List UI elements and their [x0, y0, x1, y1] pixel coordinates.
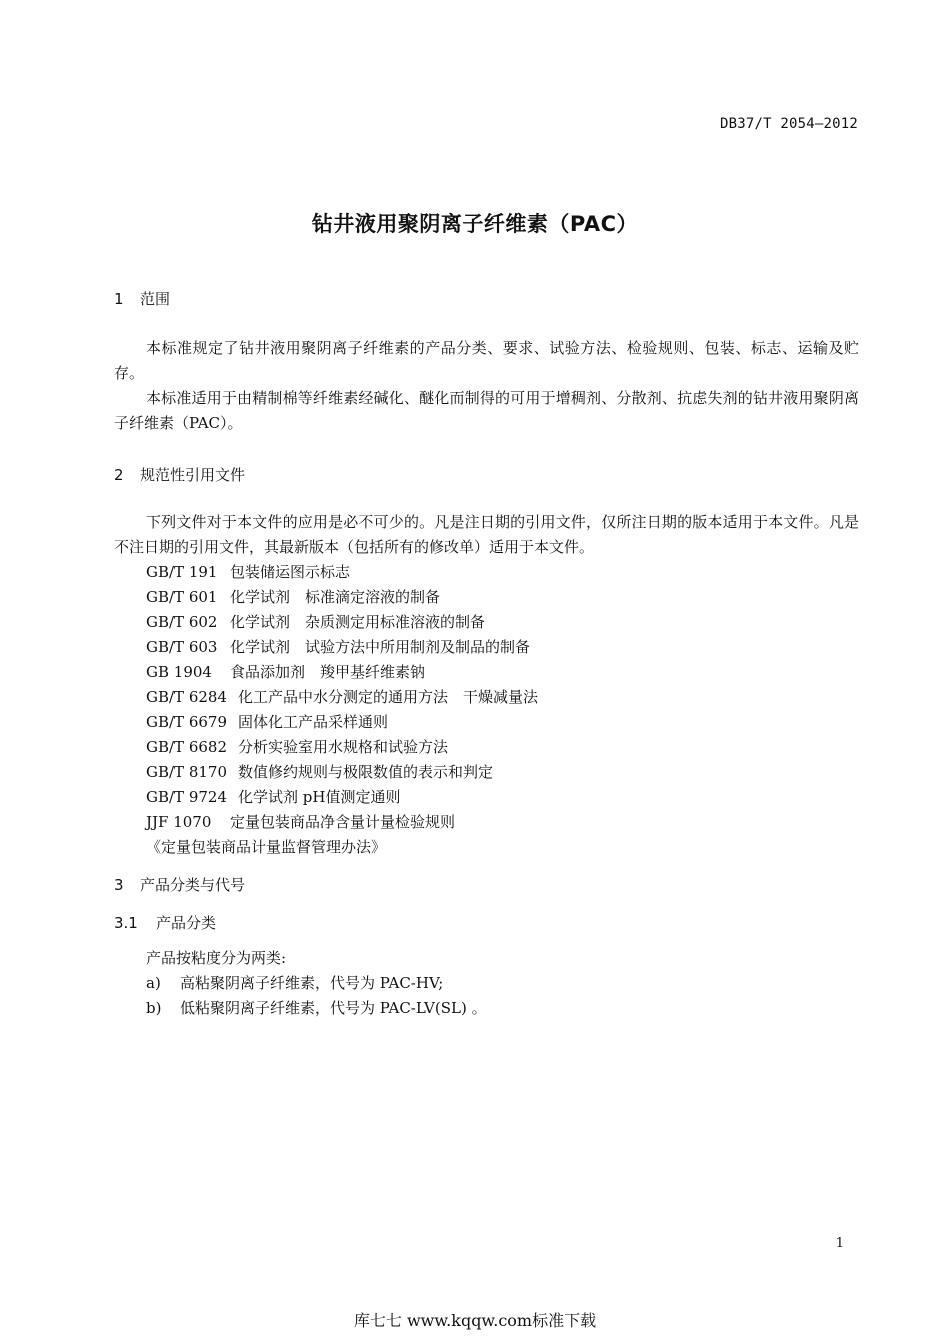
reference-item	[146, 735, 538, 760]
reference-item	[146, 660, 538, 685]
reference-title: 《定量包装商品计量监督管理办法》	[146, 838, 387, 856]
reference-code: GB/T 191	[146, 563, 218, 581]
document-title: 钻井液用聚阴离子纤维素（PAC）	[311, 212, 639, 236]
section-2-heading	[114, 464, 245, 485]
subsection-number: 3.1	[114, 914, 138, 932]
list-text: 高粘聚阴离子纤维素，代号为 PAC-HV;	[180, 974, 444, 992]
reference-item	[146, 835, 538, 860]
reference-item	[146, 610, 538, 635]
reference-code: GB/T 6284	[146, 688, 228, 706]
section-3-heading	[114, 874, 245, 895]
section-title: 规范性引用文件	[140, 466, 246, 484]
reference-item	[146, 785, 538, 810]
reference-code: GB/T 8170	[146, 763, 228, 781]
reference-title: 化学试剂 标准滴定溶液的制备	[230, 588, 441, 606]
reference-code: GB/T 9724	[146, 788, 228, 806]
reference-code: GB 1904	[146, 663, 212, 681]
normative-reference-list	[146, 560, 538, 860]
section-title: 产品分类与代号	[140, 876, 246, 894]
section-1-paragraph-2: 本标准适用于由精制棉等纤维素经碱化、醚化而制得的可用于增稠剂、分散剂、抗虑失剂的钻井液用聚阴离子纤维素（PAC）。	[114, 389, 859, 432]
section-number: 2	[114, 466, 124, 484]
reference-item	[146, 685, 538, 710]
section-3-1-heading	[114, 912, 216, 933]
reference-code: GB/T 602	[146, 613, 218, 631]
section-number: 1	[114, 290, 124, 308]
reference-code: GB/T 603	[146, 638, 218, 656]
classification-intro: 产品按粘度分为两类:	[146, 949, 287, 967]
section-title: 范围	[140, 290, 171, 308]
classification-item-a	[146, 971, 443, 996]
reference-code: GB/T 6682	[146, 738, 228, 756]
reference-code: GB/T 6679	[146, 713, 228, 731]
subsection-title: 产品分类	[156, 914, 217, 932]
section-1-heading	[114, 288, 170, 309]
section-1-paragraph-1: 本标准规定了钻井液用聚阴离子纤维素的产品分类、要求、试验方法、检验规则、包装、标志、运输及贮存。	[114, 339, 859, 382]
list-label: b)	[146, 999, 162, 1017]
reference-item	[146, 810, 538, 835]
reference-title: 化工产品中水分测定的通用方法 干燥减量法	[238, 688, 539, 706]
reference-item	[146, 710, 538, 735]
list-text: 低粘聚阴离子纤维素，代号为 PAC-LV(SL) 。	[180, 999, 487, 1017]
reference-title: 数值修约规则与极限数值的表示和判定	[238, 763, 494, 781]
reference-title: 定量包装商品净含量计量检验规则	[230, 813, 456, 831]
reference-title: 化学试剂 杂质测定用标准溶液的制备	[230, 613, 486, 631]
classification-item-b	[146, 996, 487, 1021]
reference-title: 包装储运图示标志	[230, 563, 351, 581]
reference-item	[146, 760, 538, 785]
reference-title: 食品添加剂 羧甲基纤维素钠	[230, 663, 426, 681]
footer-watermark-text: 库七七 www.kqqw.com标准下载	[353, 1311, 597, 1330]
reference-item	[146, 560, 538, 585]
reference-title: 化学试剂 pH值测定通则	[238, 788, 401, 806]
page-number: 1	[835, 1236, 844, 1251]
reference-code: GB/T 601	[146, 588, 218, 606]
section-number: 3	[114, 876, 124, 894]
section-2-intro: 下列文件对于本文件的应用是必不可少的。凡是注日期的引用文件，仅所注日期的版本适用于本文件。凡是不注日期的引用文件，其最新版本（包括所有的修改单）适用于本文件。	[114, 513, 859, 556]
reference-item	[146, 585, 538, 610]
reference-item	[146, 635, 538, 660]
list-label: a)	[146, 974, 161, 992]
reference-code: JJF 1070	[146, 813, 212, 831]
document-code: DB37/T 2054—2012	[719, 116, 858, 132]
reference-title: 分析实验室用水规格和试验方法	[238, 738, 449, 756]
reference-title: 固体化工产品采样通则	[238, 713, 389, 731]
reference-title: 化学试剂 试验方法中所用制剂及制品的制备	[230, 638, 531, 656]
